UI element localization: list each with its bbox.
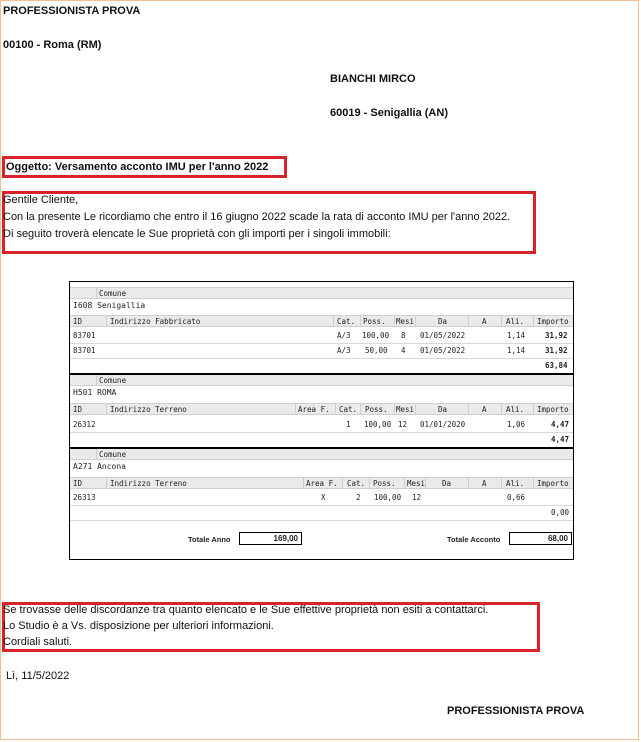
comune-header: Comune	[70, 287, 573, 299]
comune-header: Comune	[70, 373, 573, 386]
column-header-row: ID Indirizzo Terreno Area F. Cat. Poss. Mesi Da A Ali. Importo	[70, 403, 573, 415]
recipient-city: 60019 - Senigallia (AN)	[330, 107, 448, 119]
table-row: 83701 A/3 50,00 4 01/05/2022 1,14 31,92	[73, 346, 568, 355]
place-date: Lì, 11/5/2022	[6, 670, 70, 682]
sender-city: 00100 - Roma (RM)	[3, 39, 102, 51]
column-header-row: ID Indirizzo Fabbricato Cat. Poss. Mesi Da A Ali. Importo	[70, 315, 573, 327]
intro-line-1: Con la presente Le ricordiamo che entro il 16 giugno 2022 scade la rata di acconto IMU per l'anno 2022.	[3, 211, 511, 223]
intro-line-2: Di seguito troverà elencate le Sue proprietà con gli importi per i singoli immobili:	[3, 228, 391, 240]
closing-line-3: Cordiali saluti.	[3, 636, 73, 648]
group-total-row: 63,84	[545, 361, 568, 370]
comune-row: A271 Ancona	[73, 462, 126, 471]
totale-acconto-label: Totale Acconto	[447, 535, 501, 544]
column-header-row: ID Indirizzo Terreno Area F. Cat. Poss. Mesi Da A Ali. Importo	[70, 477, 573, 489]
recipient-name: BIANCHI MIRCO	[330, 73, 416, 85]
intro-greeting: Gentile Cliente,	[3, 194, 79, 206]
table-row: 83701 A/3 100,00 8 01/05/2022 1,14 31,92	[73, 331, 568, 340]
table-row: 26313 X 2 100,00 12 0,66	[73, 493, 526, 502]
closing-line-1: Se trovasse delle discordanze tra quanto elencato e le Sue effettive proprietà non esiti a contattarci.	[3, 604, 489, 616]
totale-anno-value: 169,00	[239, 532, 302, 545]
sender-name: PROFESSIONISTA PROVA	[3, 5, 141, 17]
comune-row: I608 Senigallia	[73, 301, 146, 310]
group-total-row: 4,47	[551, 435, 570, 444]
totale-acconto-value: 68,00	[509, 532, 572, 545]
comune-header: Comune	[70, 447, 573, 460]
table-row: 26312 1 100,00 12 01/01/2020 1,06 4,47	[73, 420, 570, 429]
totale-anno-label: Totale Anno	[188, 535, 231, 544]
signature: PROFESSIONISTA PROVA	[447, 705, 585, 717]
closing-line-2: Lo Studio è a Vs. disposizione per ulteriori informazioni.	[3, 620, 274, 632]
subject: Oggetto: Versamento acconto IMU per l'anno 2022	[6, 161, 269, 173]
group-total-row: 0,00	[551, 508, 570, 517]
property-table	[69, 281, 574, 560]
comune-row: H501 ROMA	[73, 388, 117, 397]
